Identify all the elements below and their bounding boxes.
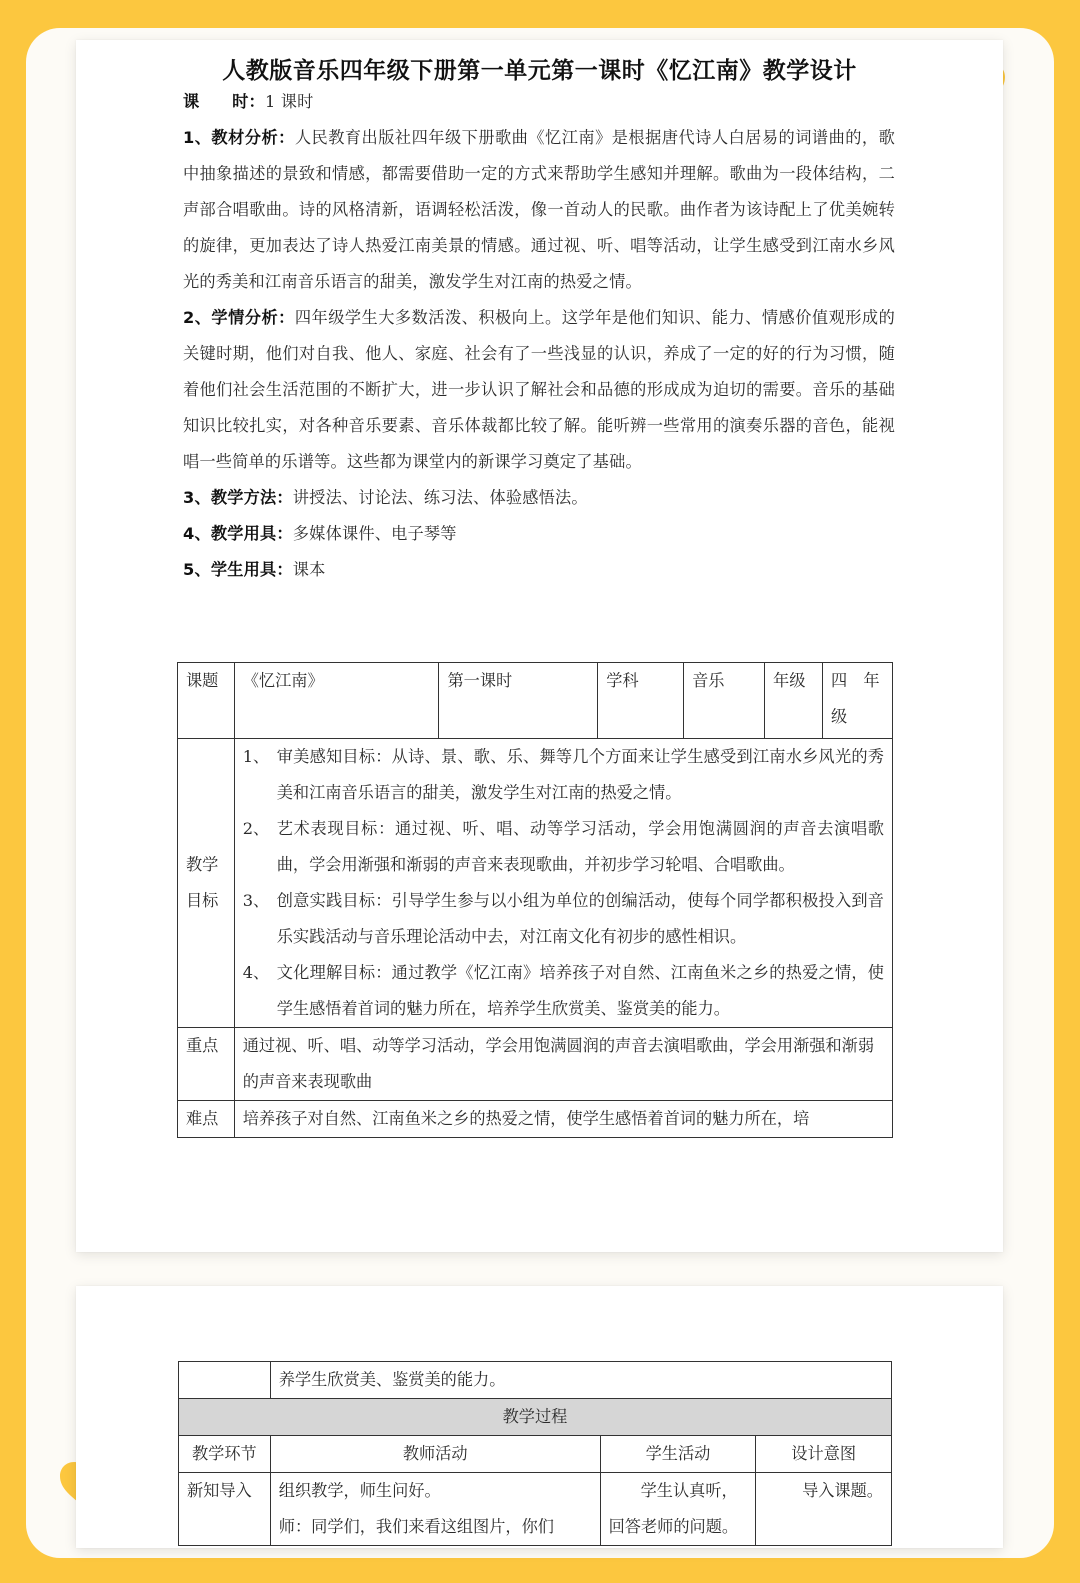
section-text: 多媒体课件、电子琴等 [292, 524, 457, 543]
goal-item [243, 811, 884, 883]
teacher-activity-cell [270, 1473, 600, 1546]
goal-text: 创意实践目标：引导学生参与以小组为单位的创编活动，使每个同学都积极投入到音乐实践活动与音乐理论活动中去，对江南文化有初步的感性相识。 [276, 891, 884, 946]
goal-item [243, 955, 884, 1027]
goal-item [243, 739, 884, 811]
topic-value: 《忆江南》 [234, 663, 439, 739]
section-label: 2、学情分析： [183, 308, 295, 327]
intent-cell: 导入课题。 [756, 1473, 892, 1546]
teacher-activity-line: 师：同学们，我们来看这组图片，你们 [278, 1517, 554, 1536]
student-activity-line: 学生认真听， [640, 1481, 738, 1500]
section-text: 讲授法、讨论法、练习法、体验感悟法。 [292, 488, 588, 507]
lesson-info [183, 84, 895, 588]
section-text: 四年级学生大多数活泼、积极向上。这学年是他们知识、能力、情感价值观形成的关键时期，他们对自我、他人、家庭、社会有了一些浅显的认识，养成了一定的好的行为习惯，随着他们社会生活范围的不断扩大，进一步认识了解社会和品德的形成成为迫切的需要。音乐的基础知识比较扎实，对各种音乐要素、音乐体裁都比较了解。能听辨一些常用的演奏乐器的音色，能视唱一些简单的乐谱等。这些都为课堂内的新课学习奠定了基础。 [183, 308, 895, 471]
section-student-tools [183, 552, 895, 588]
table-row [179, 1362, 892, 1399]
lesson-table [177, 662, 893, 1138]
document-page-1 [76, 40, 1003, 1252]
goal-number: 1、 [242, 747, 270, 766]
section-label: 4、教学用具： [183, 524, 293, 543]
difficulty-continuation: 养学生欣赏美、鉴赏美的能力。 [270, 1362, 891, 1399]
topic-label: 课题 [178, 663, 235, 739]
goal-item [243, 883, 884, 955]
column-header: 教学环节 [179, 1436, 271, 1473]
document-page-2 [76, 1286, 1003, 1548]
period-label: 课 时： [183, 92, 265, 111]
goals-label: 教学目标 [178, 739, 235, 1028]
teacher-activity-line: 组织教学，师生问好。 [278, 1481, 441, 1500]
subject-label: 学科 [598, 663, 684, 739]
section-teaching-tools [183, 516, 895, 552]
table-row [179, 1399, 892, 1436]
difficulty-label: 难点 [178, 1101, 235, 1138]
section-teaching-method [183, 480, 895, 516]
section-label: 3、教学方法： [183, 488, 293, 507]
section-label: 1、教材分析： [183, 128, 295, 147]
subject-value: 音乐 [684, 663, 765, 739]
key-point-text: 通过视、听、唱、动等学习活动，学会用饱满圆润的声音去演唱歌曲，学会用渐强和渐弱的声音来表现歌曲 [234, 1028, 892, 1101]
goal-number: 3、 [242, 891, 270, 910]
section-text: 课本 [292, 560, 326, 579]
goal-text: 艺术表现目标：通过视、听、唱、动等学习活动，学会用饱满圆润的声音去演唱歌曲，学会用渐强和渐弱的声音来表现歌曲，并初步学习轮唱、合唱歌曲。 [276, 819, 884, 874]
goal-number: 2、 [242, 819, 270, 838]
lesson-value: 第一课时 [439, 663, 598, 739]
column-header: 学生活动 [600, 1436, 756, 1473]
goal-number: 4、 [242, 963, 270, 982]
goal-text: 审美感知目标：从诗、景、歌、乐、舞等几个方面来让学生感受到江南水乡风光的秀美和江南音乐语言的甜美，激发学生对江南的热爱之情。 [276, 747, 884, 802]
column-header: 设计意图 [756, 1436, 892, 1473]
student-activity-line: 回答老师的问题。 [608, 1517, 739, 1536]
section-material-analysis [183, 120, 895, 300]
page-title: 人教版音乐四年级下册第一单元第一课时《忆江南》教学设计 [222, 58, 857, 84]
empty-cell [179, 1362, 271, 1399]
grade-value: 四 年级 [822, 663, 892, 739]
table-row [179, 1436, 892, 1473]
key-point-label: 重点 [178, 1028, 235, 1101]
stage-cell: 新知导入 [179, 1473, 271, 1546]
table-row [179, 1473, 892, 1546]
table-row [178, 1028, 893, 1101]
table-row [178, 663, 893, 739]
process-header: 教学过程 [179, 1399, 892, 1436]
section-label: 5、学生用具： [183, 560, 293, 579]
student-activity-cell [600, 1473, 756, 1546]
period-value: 1 课时 [264, 92, 314, 111]
grade-label: 年级 [765, 663, 823, 739]
section-student-analysis [183, 300, 895, 480]
process-table [178, 1361, 892, 1546]
goal-text: 文化理解目标：通过教学《忆江南》培养孩子对自然、江南鱼米之乡的热爱之情，使学生感悟着首词的魅力所在，培养学生欣赏美、鉴赏美的能力。 [276, 963, 884, 1018]
goals-cell [234, 739, 892, 1028]
section-text: 人民教育出版社四年级下册歌曲《忆江南》是根据唐代诗人白居易的词谱曲的，歌中抽象描述的景致和情感，都需要借助一定的方式来帮助学生感知并理解。歌曲为一段体结构，二声部合唱歌曲。诗的风格清新，语调轻松活泼，像一首动人的民歌。曲作者为该诗配上了优美婉转的旋律，更加表达了诗人热爱江南美景的情感。通过视、听、唱等活动，让学生感受到江南水乡风光的秀美和江南音乐语言的甜美，激发学生对江南的热爱之情。 [183, 128, 895, 291]
table-row [178, 1101, 893, 1138]
difficulty-text: 培养孩子对自然、江南鱼米之乡的热爱之情，使学生感悟着首词的魅力所在，培 [234, 1101, 892, 1138]
class-period [183, 84, 895, 120]
column-header: 教师活动 [270, 1436, 600, 1473]
table-row [178, 739, 893, 1028]
